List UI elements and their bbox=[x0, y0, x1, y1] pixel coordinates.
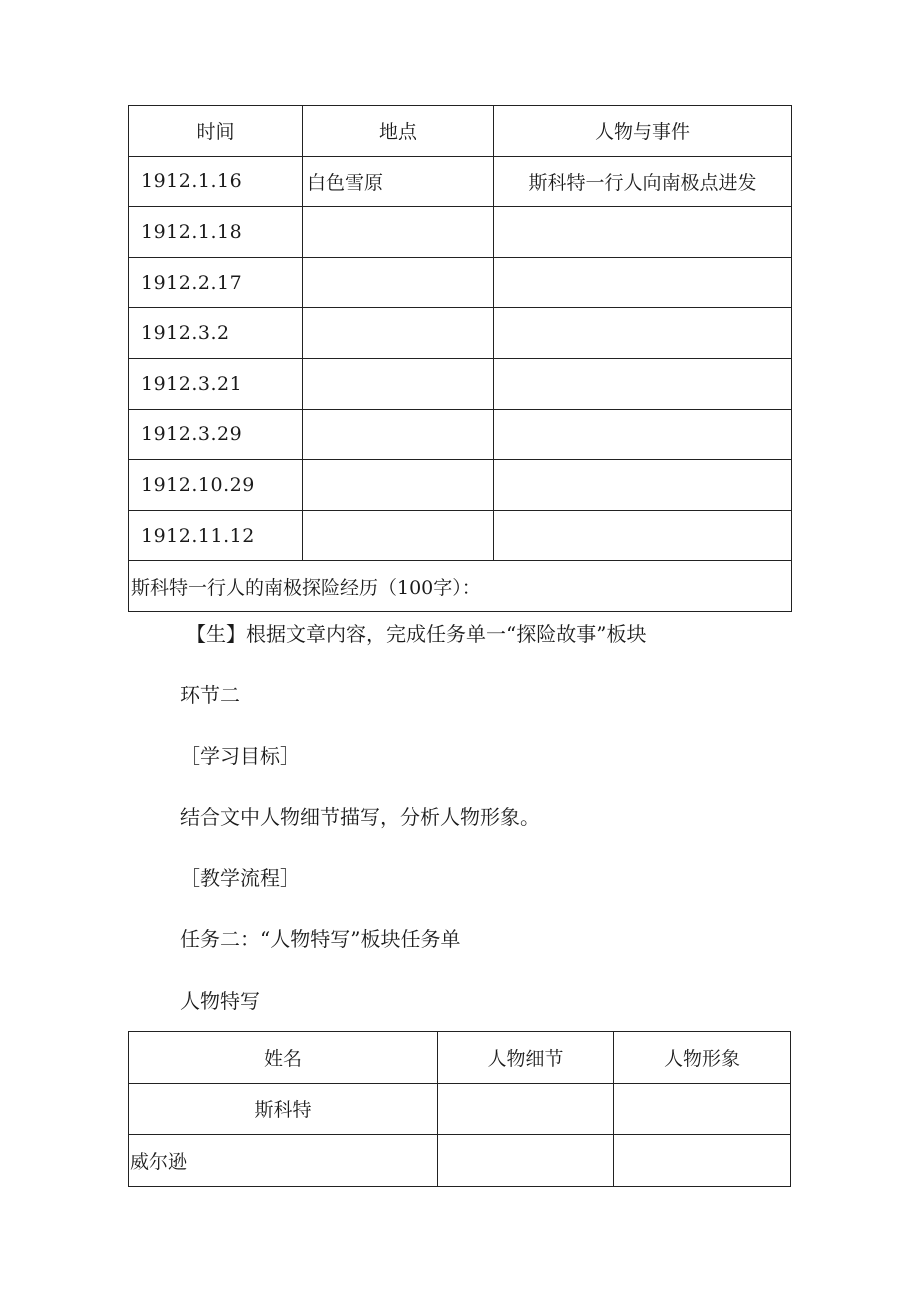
event-cell bbox=[494, 257, 792, 308]
name-cell: 斯科特 bbox=[129, 1083, 438, 1135]
summary-prompt: 斯科特一行人的南极探险经历（100字）： bbox=[129, 561, 792, 612]
header-detail: 人物细节 bbox=[438, 1032, 614, 1084]
image-cell bbox=[614, 1083, 791, 1135]
table-row bbox=[129, 257, 792, 308]
header-place: 地点 bbox=[303, 106, 494, 157]
header-time: 时间 bbox=[129, 106, 303, 157]
event-cell bbox=[494, 358, 792, 409]
time-cell: 1912.3.29 bbox=[129, 409, 303, 460]
header-event: 人物与事件 bbox=[494, 106, 792, 157]
event-cell bbox=[494, 510, 792, 561]
task2-title: 任务二：“人物特写”板块任务单 bbox=[180, 927, 461, 951]
section-title: 环节二 bbox=[180, 683, 240, 707]
time-cell: 1912.1.16 bbox=[129, 156, 303, 207]
name-cell: 威尔逊 bbox=[129, 1135, 438, 1187]
place-cell bbox=[303, 460, 494, 511]
learning-goal-label: ［学习目标］ bbox=[180, 744, 300, 768]
table-row bbox=[129, 207, 792, 258]
summary-row bbox=[129, 561, 792, 612]
learning-goal-text: 结合文中人物细节描写，分析人物形象。 bbox=[180, 805, 540, 829]
table-row bbox=[129, 510, 792, 561]
event-cell bbox=[494, 409, 792, 460]
place-cell bbox=[303, 207, 494, 258]
place-cell bbox=[303, 409, 494, 460]
table-row bbox=[129, 358, 792, 409]
detail-cell bbox=[438, 1083, 614, 1135]
time-cell: 1912.2.17 bbox=[129, 257, 303, 308]
character-table bbox=[128, 1031, 791, 1187]
table-row bbox=[129, 460, 792, 511]
time-cell: 1912.3.21 bbox=[129, 358, 303, 409]
time-cell: 1912.10.29 bbox=[129, 460, 303, 511]
detail-cell bbox=[438, 1135, 614, 1187]
place-cell: 白色雪原 bbox=[303, 156, 494, 207]
timeline-table bbox=[128, 105, 792, 612]
event-cell bbox=[494, 308, 792, 359]
time-cell: 1912.1.18 bbox=[129, 207, 303, 258]
table-row bbox=[129, 409, 792, 460]
time-cell: 1912.3.2 bbox=[129, 308, 303, 359]
table-row bbox=[129, 1135, 791, 1187]
place-cell bbox=[303, 308, 494, 359]
table-row bbox=[129, 308, 792, 359]
place-cell bbox=[303, 510, 494, 561]
header-image: 人物形象 bbox=[614, 1032, 791, 1084]
character-section-title: 人物特写 bbox=[180, 989, 260, 1013]
table-row bbox=[129, 156, 792, 207]
image-cell bbox=[614, 1135, 791, 1187]
table-header-row bbox=[129, 106, 792, 157]
table-header-row bbox=[129, 1032, 791, 1084]
header-name: 姓名 bbox=[129, 1032, 438, 1084]
place-cell bbox=[303, 358, 494, 409]
event-cell: 斯科特一行人向南极点进发 bbox=[494, 156, 792, 207]
table-row bbox=[129, 1083, 791, 1135]
place-cell bbox=[303, 257, 494, 308]
teaching-flow-label: ［教学流程］ bbox=[180, 866, 300, 890]
task1-instruction: 【生】根据文章内容，完成任务单一“探险故事”板块 bbox=[186, 622, 647, 646]
event-cell bbox=[494, 460, 792, 511]
event-cell bbox=[494, 207, 792, 258]
time-cell: 1912.11.12 bbox=[129, 510, 303, 561]
